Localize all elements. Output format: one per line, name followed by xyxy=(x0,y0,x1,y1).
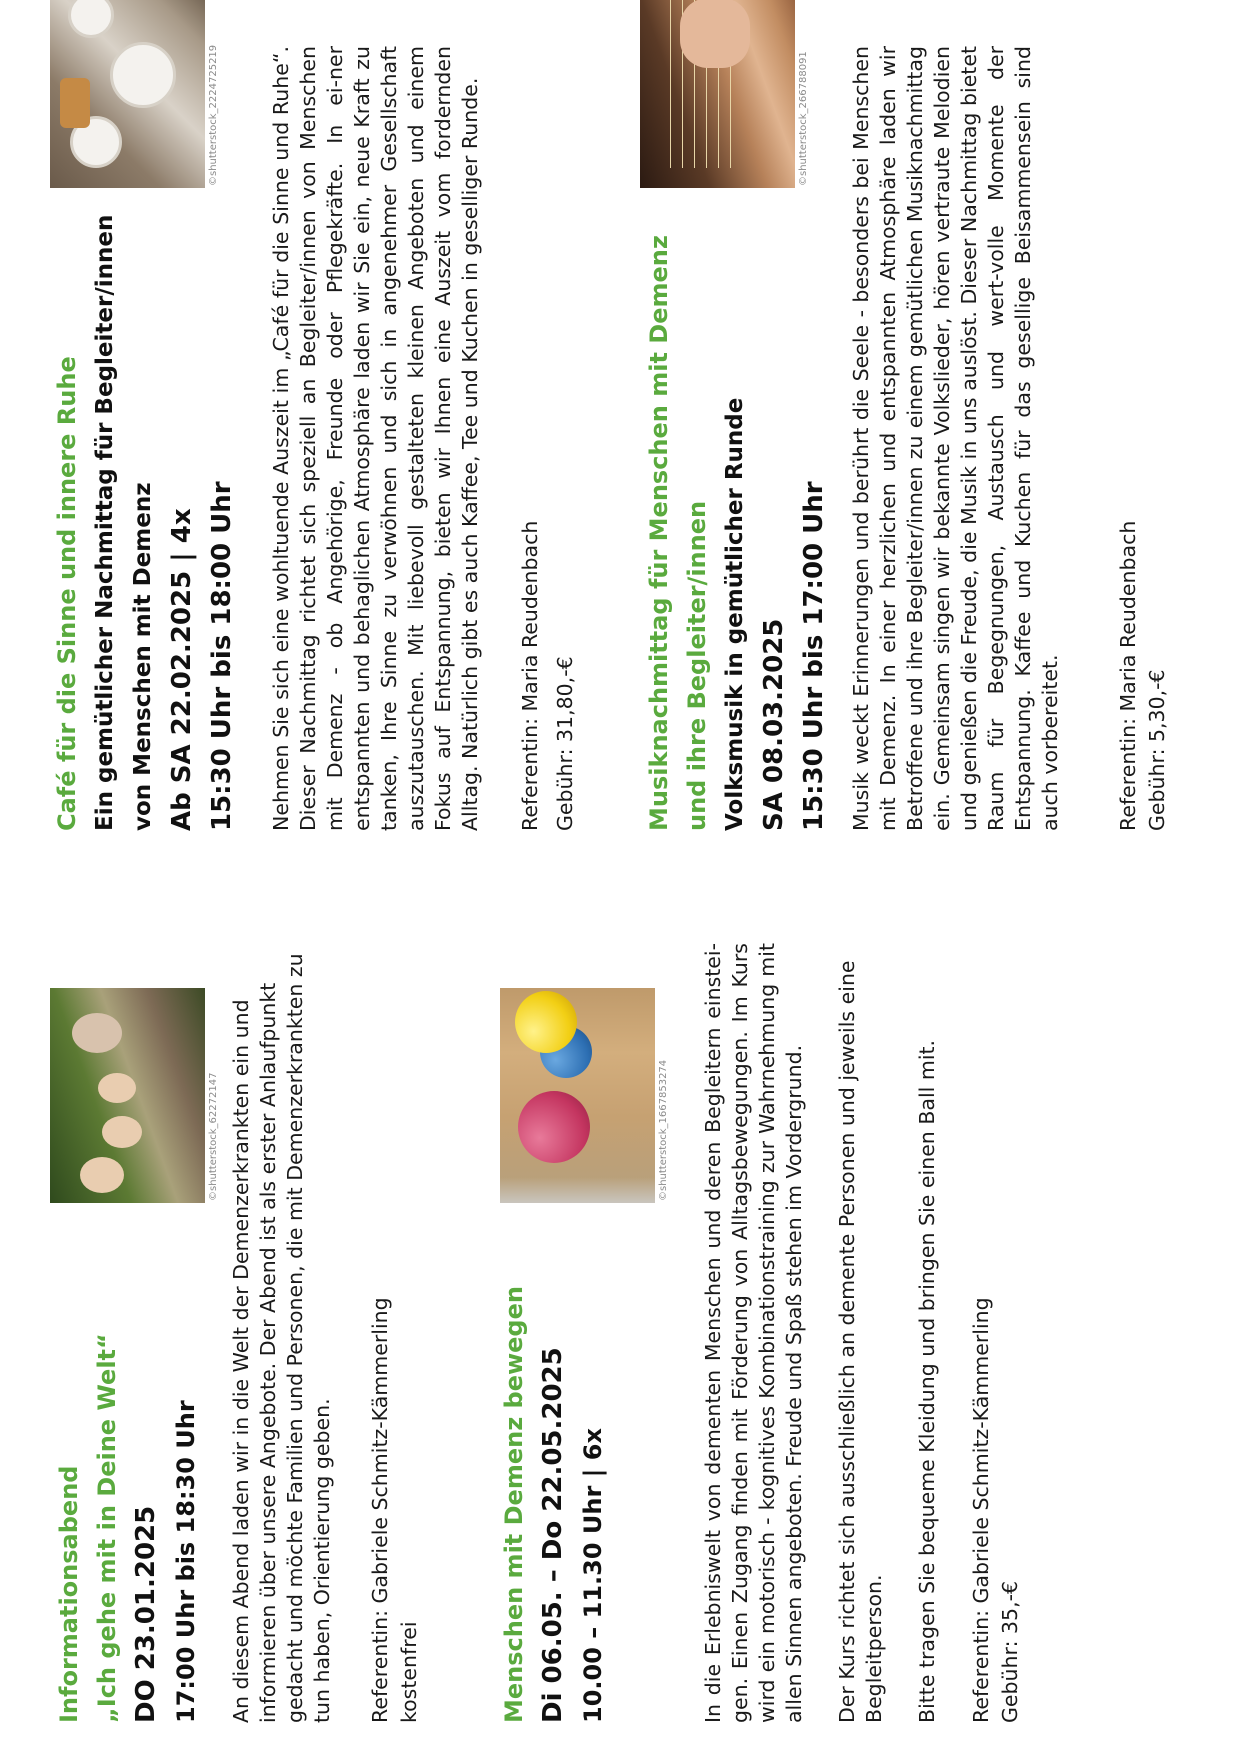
event-title: Café für die Sinne und innere Ruhe xyxy=(53,356,81,831)
event-informationsabend xyxy=(50,943,206,1723)
event-subtitle: von Menschen mit Demenz xyxy=(130,482,156,831)
event-menschen-bewegen-body xyxy=(700,943,1025,1723)
photo-credit: ©shutterstock_1667853274 xyxy=(658,1059,669,1201)
event-fee: Gebühr: 31,80,-€ xyxy=(553,656,577,831)
event-time: 17:00 Uhr bis 18:30 Uhr xyxy=(172,1400,200,1723)
event-fee: Gebühr: 5,30,-€ xyxy=(1145,669,1169,831)
guitar-photo xyxy=(640,0,795,188)
event-speaker: Referentin: Maria Reudenbach xyxy=(1116,520,1140,831)
event-note: Bitte tragen Sie bequeme Kleidung und bringen Sie einen Ball mit. xyxy=(915,1039,939,1723)
event-subtitle: Ein gemütlicher Nachmittag für Begleiter/innen xyxy=(92,214,118,831)
event-time: 15:30 Uhr bis 17:00 Uhr xyxy=(799,481,829,831)
event-subtitle: „Ich gehe mit in Deine Welt“ xyxy=(93,1333,121,1723)
event-time: 15:30 Uhr bis 18:00 Uhr xyxy=(207,481,237,831)
event-date: Ab SA 22.02.2025 | 4x xyxy=(167,508,197,831)
event-fee: Gebühr: 35,-€ xyxy=(998,1580,1022,1723)
event-informationsabend-body xyxy=(228,943,424,1723)
event-speaker: Referentin: Gabriele Schmitz-Kämmerling xyxy=(368,1297,392,1723)
event-description: Nehmen Sie sich eine wohltuende Auszeit im „Café für die Sinne und Ruhe“. Dieser Nachmittag richtet sich speziell an Begleiter/innen von Menschen mit Demenz - ob Angehörige, Freunde oder Pflegekräfte. In ei-ner entspannten und behaglichen Atmosphäre laden wir Sie ein, neue Kraft zu tanken, Ihre Sinne zu verwöhnen und sich in angenehmer Gesellschaft auszutauschen. Mit liebevoll gestalteten kleinen Angeboten und einem Fokus auf Entspannung, bieten wir Ihnen eine Auszeit vom fordernden Alltag. Natürlich gibt es auch Kaffee, Tee und Kuchen in geselliger Runde. xyxy=(269,46,482,831)
photo-credit: ©shutterstock_266788091 xyxy=(798,51,809,186)
event-title: Musiknachmittag für Menschen mit Demenz xyxy=(645,235,673,831)
event-speaker: Referentin: Gabriele Schmitz-Kämmerling xyxy=(969,1297,993,1723)
event-cafe-body xyxy=(268,46,580,831)
event-date: Di 06.05. – Do 22.05.2025 xyxy=(538,1347,568,1723)
event-description: Musik weckt Erinnerungen und berührt die Seele - besonders bei Menschen mit Demenz. In einer herzlichen und entspannten Atmosphäre laden wir Betroffene und ihre Begleiter/innen zu einem gemütlichen Musiknachmittag ein. Gemeinsam singen wir bekannte Volkslieder, hören vertraute Melodien und genießen die Freude, die Musik in uns auslöst. Dieser Nachmittag bietet Raum für Begegnungen, Austausch und wert-volle Momente der Entspannung. Kaffee und Kuchen für das gesellige Beisammensein sind auch vorbereitet. xyxy=(849,46,1062,831)
event-time: 10.00 – 11.30 Uhr | 6x xyxy=(579,1428,607,1723)
event-date: DO 23.01.2025 xyxy=(131,1505,161,1723)
left-column xyxy=(0,943,1240,1723)
event-subtitle: und ihre Begleiter/innen xyxy=(683,500,711,831)
event-fee: kostenfrei xyxy=(397,1621,421,1723)
photo-credit: ©shutterstock_2224725219 xyxy=(208,44,219,186)
event-musiknachmittag xyxy=(640,191,834,831)
event-description: In die Erlebniswelt von dementen Menschen und deren Begleitern einstei-gen. Einen Zugang finden mit Förderung von Alltagsbewegungen. Im Kurs wird ein motorisch - kognitives Kombinationstraining zur Wahrnehmung mit allen Sinnen angeboten. Freude und Spaß stehen im Vordergrund. xyxy=(701,943,806,1723)
event-date: SA 08.03.2025 xyxy=(759,618,789,831)
event-subtitle: Volksmusik in gemütlicher Runde xyxy=(722,397,748,831)
cafe-photo xyxy=(50,0,205,188)
event-musiknachmittag-body xyxy=(848,46,1172,831)
event-title: Informationsabend xyxy=(55,1465,83,1723)
event-title: Menschen mit Demenz bewegen xyxy=(500,1286,528,1723)
photo-credit: ©shutterstock_62272147 xyxy=(208,1072,219,1201)
event-cafe xyxy=(48,191,242,831)
event-description: An diesem Abend laden wir in die Welt der Demenzerkrankten ein und informieren über unsere Angebote. Der Abend ist als erster Anlaufpunkt gedacht und möchte Familien und Personen, die mit Demenzerkrankten zu tun haben, Orientierung geben. xyxy=(229,953,334,1723)
event-speaker: Referentin: Maria Reudenbach xyxy=(518,520,542,831)
event-menschen-bewegen xyxy=(495,943,613,1723)
event-note: Der Kurs richtet sich ausschließlich an demente Personen und jeweils eine Begleitperson. xyxy=(835,960,886,1723)
